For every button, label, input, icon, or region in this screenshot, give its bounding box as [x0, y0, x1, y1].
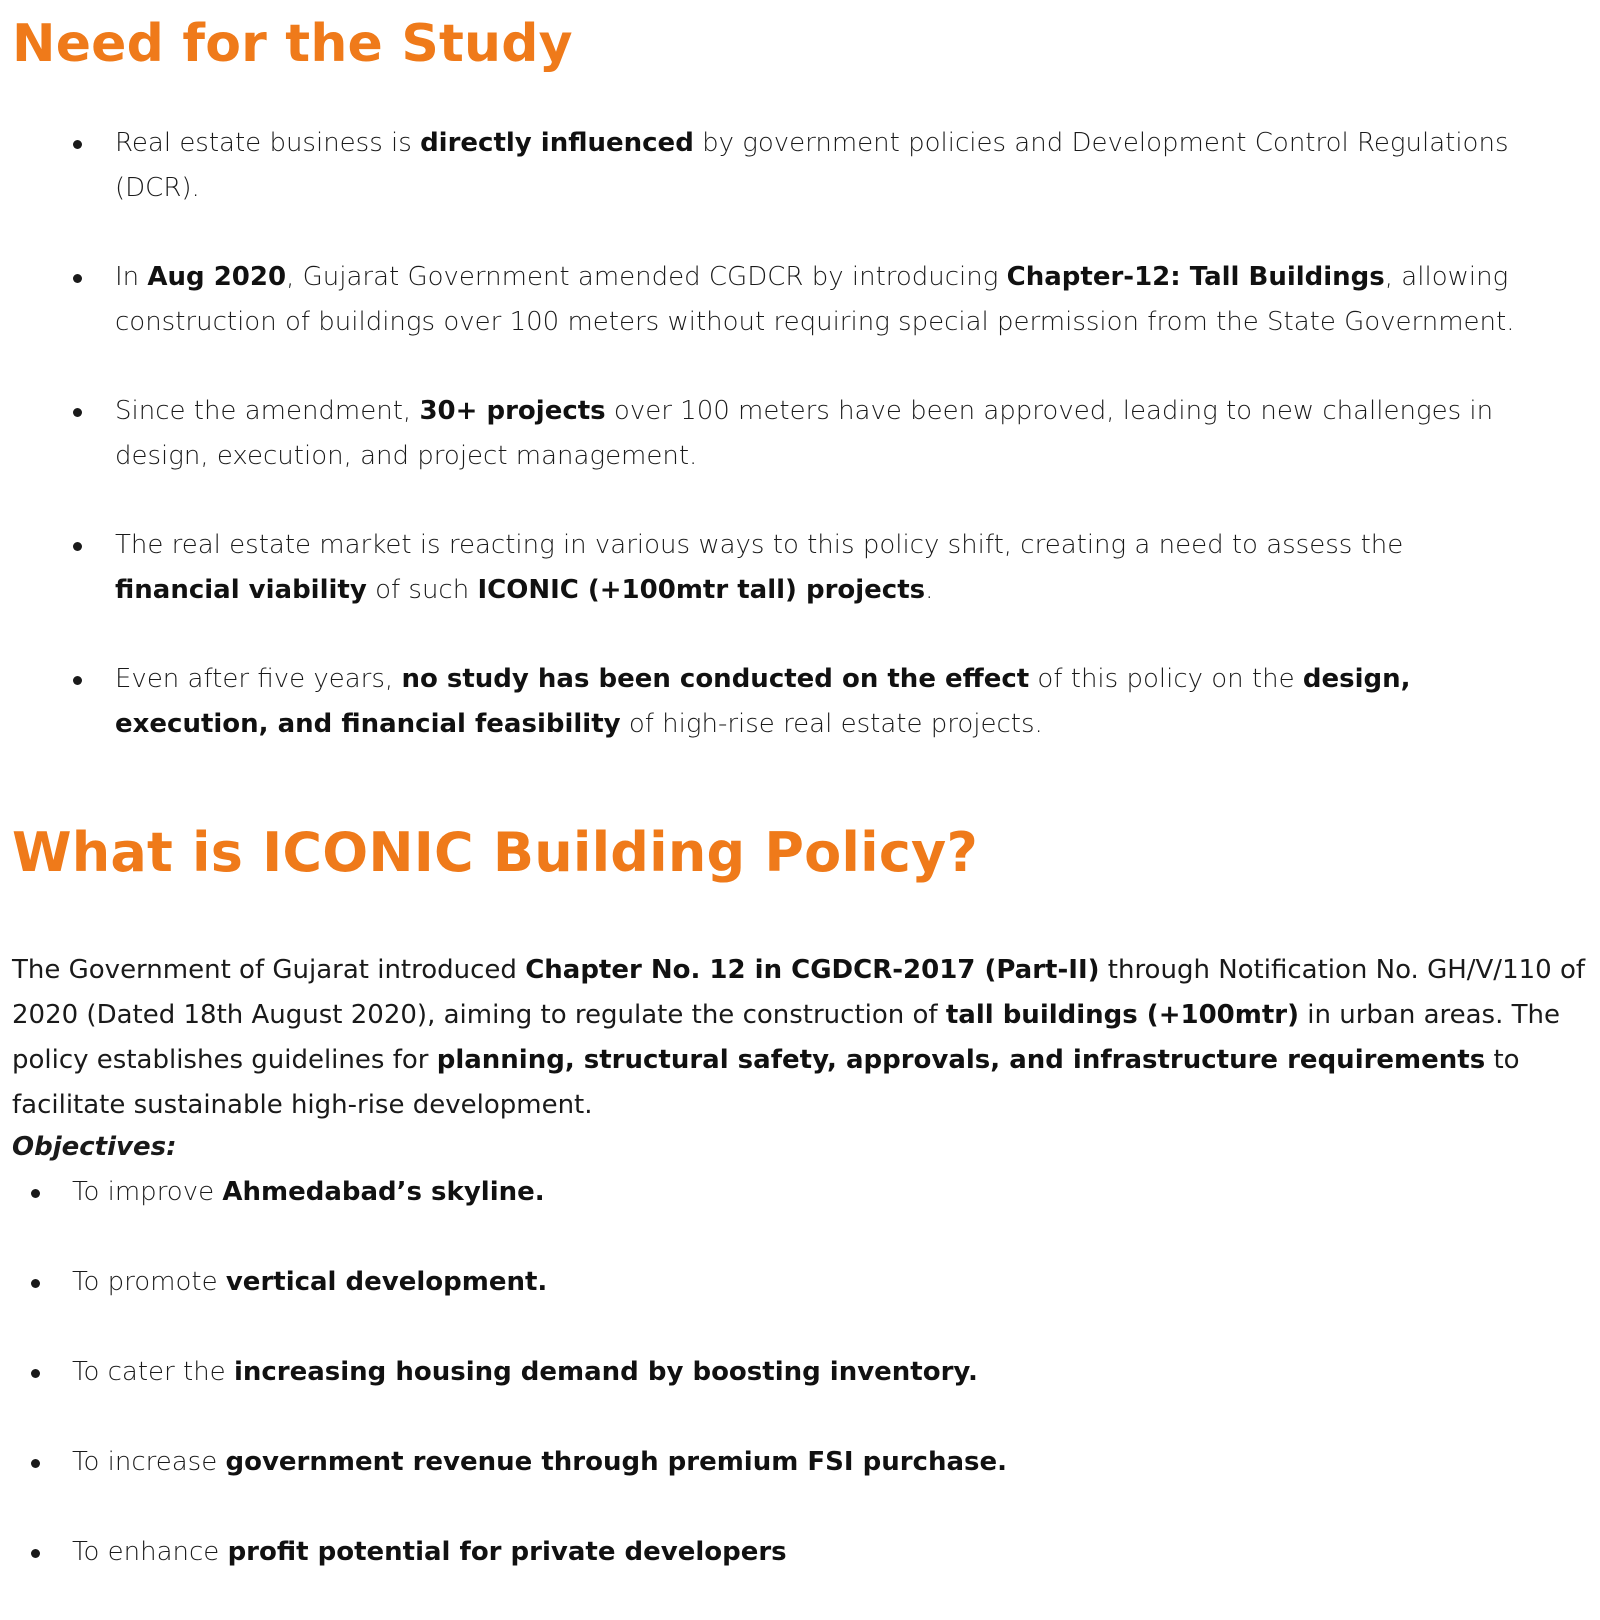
policy-intro-paragraph [12, 948, 1587, 1128]
bold-text: Chapter-12: Tall Buildings [1006, 262, 1385, 292]
text-run: To enhance [72, 1537, 228, 1567]
text-run: Real estate business is [115, 128, 421, 158]
text-run: . [925, 575, 934, 605]
section-heading-need-for-study: Need for the Study [12, 14, 573, 74]
bold-text: financial viability [115, 575, 367, 605]
bold-text: tall buildings (+100mtr) [945, 1000, 1299, 1030]
text-run: Since the amendment, [115, 396, 420, 426]
bold-text: government revenue through premium FSI purchase. [225, 1447, 1007, 1477]
list-item-text [115, 530, 1403, 605]
list-item-text [72, 1177, 545, 1207]
need-for-study-list [0, 121, 1600, 791]
list-item [0, 1350, 1572, 1395]
bullet-dot-icon [31, 1459, 40, 1468]
text-run: , Gujarat Government amended CGDCR by introducing [286, 262, 1007, 292]
list-item [0, 255, 1535, 345]
text-run: by government policies and Development Control Regulations (DCR). [115, 128, 1509, 203]
list-item-text [115, 664, 1411, 739]
text-run: of this policy on the [1029, 664, 1303, 694]
section-heading-iconic-policy: What is ICONIC Building Policy? [12, 821, 978, 884]
objectives-label: Objectives: [12, 1132, 177, 1162]
text-run: The real estate market is reacting in various ways to this policy shift, creating a need to assess the [115, 530, 1404, 560]
bold-text: Chapter No. 12 in CGDCR-2017 (Part-II) [525, 955, 1100, 985]
bold-text: design, execution, and financial feasibility [115, 664, 1411, 739]
list-item-text [72, 1447, 1007, 1477]
bold-text: Aug 2020 [147, 262, 287, 292]
text-run: To increase [72, 1447, 226, 1477]
bold-text: Ahmedabad’s skyline. [222, 1177, 545, 1207]
list-item-text [72, 1267, 547, 1297]
text-run: To cater the [72, 1357, 234, 1387]
bold-text: no study has been conducted on the effect [401, 664, 1030, 694]
list-item-text [72, 1357, 978, 1387]
bullet-dot-icon [73, 676, 82, 685]
bullet-dot-icon [31, 1279, 40, 1288]
text-run: The Government of Gujarat introduced [12, 955, 526, 985]
list-item [0, 389, 1535, 479]
objectives-list [0, 1170, 1600, 1620]
list-item [0, 523, 1535, 613]
text-run: Even after five years, [115, 664, 402, 694]
list-item-text [115, 262, 1515, 337]
list-item [0, 1170, 1572, 1215]
list-item-text [72, 1537, 787, 1567]
text-run: In [115, 262, 148, 292]
list-item [0, 657, 1535, 747]
bold-text: directly influenced [420, 128, 694, 158]
bold-text: profit potential for private developers [227, 1537, 787, 1567]
text-run: To promote [72, 1267, 226, 1297]
bullet-dot-icon [31, 1369, 40, 1378]
list-item [0, 1260, 1572, 1305]
bold-text: ICONIC (+100mtr tall) projects [477, 575, 926, 605]
text-run: in urban areas. The policy establishes guidelines for [12, 1000, 1560, 1075]
text-run: over 100 meters have been approved, leading to new challenges in design, execution, and project management. [115, 396, 1494, 471]
bullet-dot-icon [73, 274, 82, 283]
bold-text: 30+ projects [419, 396, 606, 426]
bold-text: vertical development. [225, 1267, 548, 1297]
text-run: of high-rise real estate projects. [620, 709, 1043, 739]
bullet-dot-icon [31, 1189, 40, 1198]
bullet-dot-icon [73, 140, 82, 149]
list-item [0, 1530, 1572, 1575]
bold-text: planning, structural safety, approvals, and infrastructure requirements [436, 1045, 1486, 1075]
text-run: through Notification No. GH/V/110 of 2020 (Dated 18th August 2020), aiming to regulate the construction of [12, 955, 1586, 1030]
list-item-text [115, 128, 1508, 203]
bullet-dot-icon [31, 1549, 40, 1558]
bold-text: increasing housing demand by boosting inventory. [233, 1357, 978, 1387]
text-run: of such [366, 575, 478, 605]
list-item [0, 1440, 1572, 1485]
text-run: To improve [72, 1177, 223, 1207]
text-run: to facilitate sustainable high-rise development. [12, 1045, 1520, 1120]
list-item-text [115, 396, 1493, 471]
bullet-dot-icon [73, 408, 82, 417]
text-run: , allowing construction of buildings over 100 meters without requiring special permission from the State Government. [115, 262, 1515, 337]
bullet-dot-icon [73, 542, 82, 551]
list-item [0, 121, 1535, 211]
